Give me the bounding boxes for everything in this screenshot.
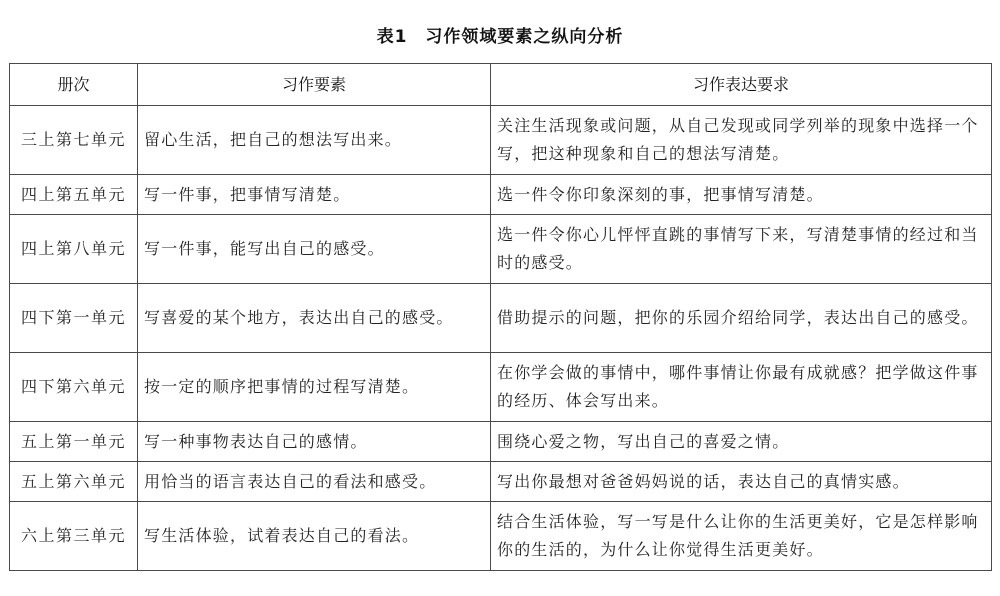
requirement-cell: 在你学会做的事情中，哪件事情让你最有成就感？把学做这件事的经历、体会写出来。 <box>491 353 992 422</box>
header-writing-element: 习作要素 <box>138 64 491 106</box>
requirement-cell: 选一件令你印象深刻的事，把事情写清楚。 <box>491 175 992 215</box>
element-cell: 写喜爱的某个地方，表达出自己的感受。 <box>138 284 491 353</box>
volume-cell: 四上第五单元 <box>10 175 138 215</box>
volume-cell: 六上第三单元 <box>10 502 138 571</box>
table-row <box>10 422 992 462</box>
element-cell: 按一定的顺序把事情的过程写清楚。 <box>138 353 491 422</box>
element-cell: 用恰当的语言表达自己的看法和感受。 <box>138 462 491 502</box>
table-row <box>10 215 992 284</box>
table-row <box>10 502 992 571</box>
element-cell: 写生活体验，试着表达自己的看法。 <box>138 502 491 571</box>
table-header-row <box>10 64 992 106</box>
volume-cell: 五上第六单元 <box>10 462 138 502</box>
volume-cell: 四下第六单元 <box>10 353 138 422</box>
volume-cell: 五上第一单元 <box>10 422 138 462</box>
requirement-cell: 围绕心爱之物，写出自己的喜爱之情。 <box>491 422 992 462</box>
table-row <box>10 353 992 422</box>
requirement-cell: 写出你最想对爸爸妈妈说的话，表达自己的真情实感。 <box>491 462 992 502</box>
volume-cell: 四下第一单元 <box>10 284 138 353</box>
element-cell: 写一件事，能写出自己的感受。 <box>138 215 491 284</box>
header-expression-requirement: 习作表达要求 <box>491 64 992 106</box>
element-cell: 写一种事物表达自己的感情。 <box>138 422 491 462</box>
table-row <box>10 175 992 215</box>
requirement-cell: 借助提示的问题，把你的乐园介绍给同学，表达出自己的感受。 <box>491 284 992 353</box>
requirement-cell: 关注生活现象或问题，从自己发现或同学列举的现象中选择一个写，把这种现象和自己的想法写清楚。 <box>491 106 992 175</box>
volume-cell: 四上第八单元 <box>10 215 138 284</box>
header-volume: 册次 <box>10 64 138 106</box>
table-row <box>10 106 992 175</box>
analysis-table <box>9 63 992 571</box>
requirement-cell: 选一件令你心儿怦怦直跳的事情写下来，写清楚事情的经过和当时的感受。 <box>491 215 992 284</box>
table-title: 表1 习作领域要素之纵向分析 <box>376 27 624 47</box>
requirement-cell: 结合生活体验，写一写是什么让你的生活更美好，它是怎样影响你的生活的，为什么让你觉得生活更美好。 <box>491 502 992 571</box>
element-cell: 留心生活，把自己的想法写出来。 <box>138 106 491 175</box>
table-row <box>10 284 992 353</box>
element-cell: 写一件事，把事情写清楚。 <box>138 175 491 215</box>
volume-cell: 三上第七单元 <box>10 106 138 175</box>
table-row <box>10 462 992 502</box>
